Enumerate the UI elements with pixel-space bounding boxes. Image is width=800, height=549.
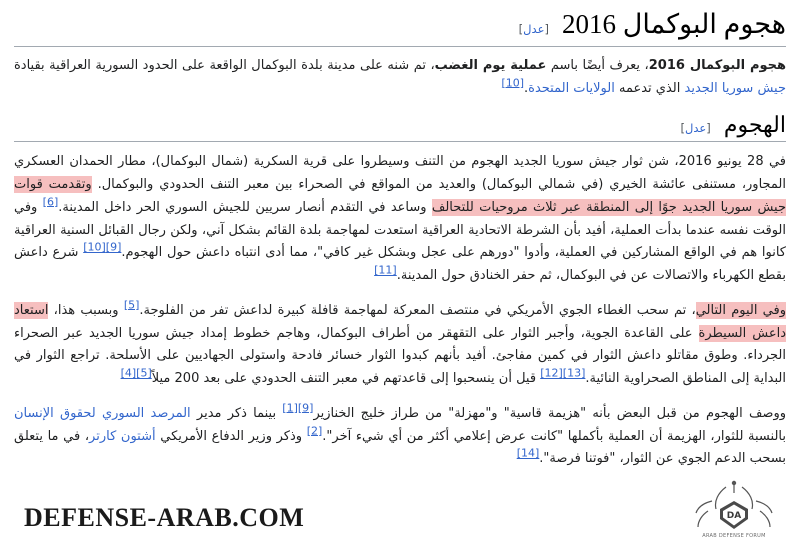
p1-highlight-1: وتقدمت قوات جيش سوريا الجديد جوًا إلى المنطقة عبر ثلاث مروحيات للتحالف — [14, 177, 786, 215]
reference-1[interactable]: [1] — [282, 401, 298, 415]
bracket-open: [ — [706, 120, 711, 135]
p2-part-2: وبسبب هذا، — [48, 302, 124, 318]
lead-text-4: . — [524, 80, 529, 96]
p3-part-1: ووصف الهجوم من قبل البعض بأنه "هزيمة قاسية" و"مهزلة" من طراز خليج الخنازير — [313, 405, 787, 421]
reference-12[interactable]: [12] — [540, 366, 563, 380]
reference-11[interactable]: [11] — [374, 263, 397, 277]
forum-logo — [686, 479, 782, 541]
title-divider — [14, 46, 786, 47]
lead-text-2: ، تم شنه على مدينة بلدة البوكمال الواقعة على الحدود السورية العراقية بقيادة — [14, 57, 435, 73]
section-heading-attack: الهجوم — [723, 112, 786, 138]
p3-part-3: بالنسبة للثوار، الهزيمة أن العملية بأكملها "كانت عرض إعلامي أكثر من أي شيء آخر". — [322, 428, 786, 444]
bracket-open: [ — [544, 21, 549, 36]
p2-part-3: على القاعدة الجوية، وأجبر الثوار على التقهقر من أطراف البوكمال، وهاجم خطوط إمداد جيش سوريا الجديد عبر الصحراء الجرداء. وطوق مقاتلو داعش الثوار في كمين مفاجئ. أفيد بأنهم كبدوا الثوار خسائر فادحة واستولى الجهاديين على الأسلحة. تراجع الثوار في البداية إلى المناطق الصحراوية النائية. — [14, 325, 786, 386]
reference-10b[interactable]: [10] — [83, 240, 106, 254]
p1-part-1: في 28 يونيو 2016، شن ثوار جيش سوريا الجديد الهجوم من التنف وسيطروا على قرية السكرية (شمال البوكمال)، مطار الحمدان العسكري المجاور، مستنفى عائشة الخيري (في شمالي البوكمال) والعديد من المواقع في الصحراء بين معبر التنف الحدودي والبوكمال. — [14, 154, 787, 192]
edit-label[interactable]: عدل — [684, 120, 707, 135]
reference-2[interactable]: [2] — [306, 424, 323, 438]
link-united-states[interactable]: الولايات المتحدة — [528, 80, 615, 96]
link-ashton-carter[interactable]: أشتون كارتر — [89, 428, 156, 444]
paragraph-2 — [14, 300, 786, 391]
reference-5b[interactable]: [5] — [136, 366, 152, 380]
section-edit-link[interactable] — [680, 121, 710, 135]
lead-text-1: ، يعرف أيضًا باسم — [546, 57, 649, 73]
p2-part-4: قيل أن ينسحبوا إلى قاعدتهم في معبر التنف الحدودي على بعد 200 ميلاً — [151, 371, 541, 386]
page-title: هجوم البوكمال 2016 — [562, 9, 786, 39]
footer-watermark — [0, 477, 800, 549]
reference-9b[interactable]: [9] — [297, 401, 314, 415]
reference-13[interactable]: [13] — [562, 366, 586, 380]
p3-part-2: بينما ذكر مدير — [190, 405, 283, 421]
site-watermark: DEFENSE-ARAB.COM — [24, 503, 305, 532]
reference-10[interactable]: [10] — [501, 76, 524, 90]
link-syrian-observatory[interactable]: المرصد السوري لحقوق الإنسان — [14, 405, 191, 421]
lead-paragraph — [14, 55, 786, 101]
p2-part-1: ، تم سحب الغطاء الجوي الأمريكي في منتصف المعركة لمهاجمة قافلة كبيرة لداعش تفر من الفلوجة. — [139, 302, 696, 318]
lead-bold-title: هجوم البوكمال 2016 — [648, 57, 787, 73]
reference-5[interactable]: [5] — [123, 298, 140, 312]
lead-text-3: الذي تدعمه — [614, 80, 685, 96]
p3-part-4: وذكر وزير الدفاع الأمريكي — [155, 428, 307, 444]
title-row — [14, 8, 786, 42]
paragraph-1 — [14, 151, 786, 288]
p3-part-5: ، في ما يتعلق بسحب الدعم الجوي عن الثوار، "فوتنا فرصة". — [14, 428, 786, 467]
section-divider — [14, 141, 786, 142]
bracket-close: ] — [518, 21, 524, 36]
reference-9[interactable]: [9] — [105, 240, 122, 254]
reference-6[interactable]: [6] — [42, 195, 59, 209]
bracket-close: ] — [680, 120, 685, 135]
reference-4[interactable]: [4] — [120, 366, 137, 380]
p1-part-2: وساعد في التقدم أنصار سريين للجيش السوري الحر داخل المدينة. — [58, 199, 432, 215]
lead-bold-operation: عملية يوم الغضب — [434, 57, 547, 73]
paragraph-3 — [14, 403, 786, 471]
reference-14[interactable]: [14] — [516, 446, 540, 460]
p1-part-3: وفي الوقت نفسه عندما بدأت العملية، أفيد بأن الشرطة الاتحادية العراقية استعدت لمهاجمة بلدة القائم بشكل آني، ولكن رجال القبائل السنية العراقية كانوا هم في الواقع المشاركين في العملية، وأدوا "دورهم على عجل وبشكل غير كافي"، مما أدى انتباه داعش حول الهجوم. — [14, 199, 786, 261]
section-heading-row — [14, 112, 786, 138]
p1-part-4: شرع داعش بقطع الكهرباء والاتصالات عن في البوكمال، ثم حفر الخنادق حول المدينة. — [14, 245, 786, 283]
p2-highlight-2: استعاد داعش السيطرة — [14, 302, 786, 341]
title-edit-link[interactable] — [519, 22, 549, 36]
logo-abbr: DA — [726, 511, 742, 521]
p2-highlight-1: وفي اليوم التالي — [695, 302, 787, 318]
logo-caption: ARAB DEFENSE FORUM — [702, 533, 766, 539]
edit-label[interactable]: عدل — [523, 21, 545, 36]
link-new-syrian-army[interactable]: جيش سوريا الجديد — [684, 80, 786, 96]
